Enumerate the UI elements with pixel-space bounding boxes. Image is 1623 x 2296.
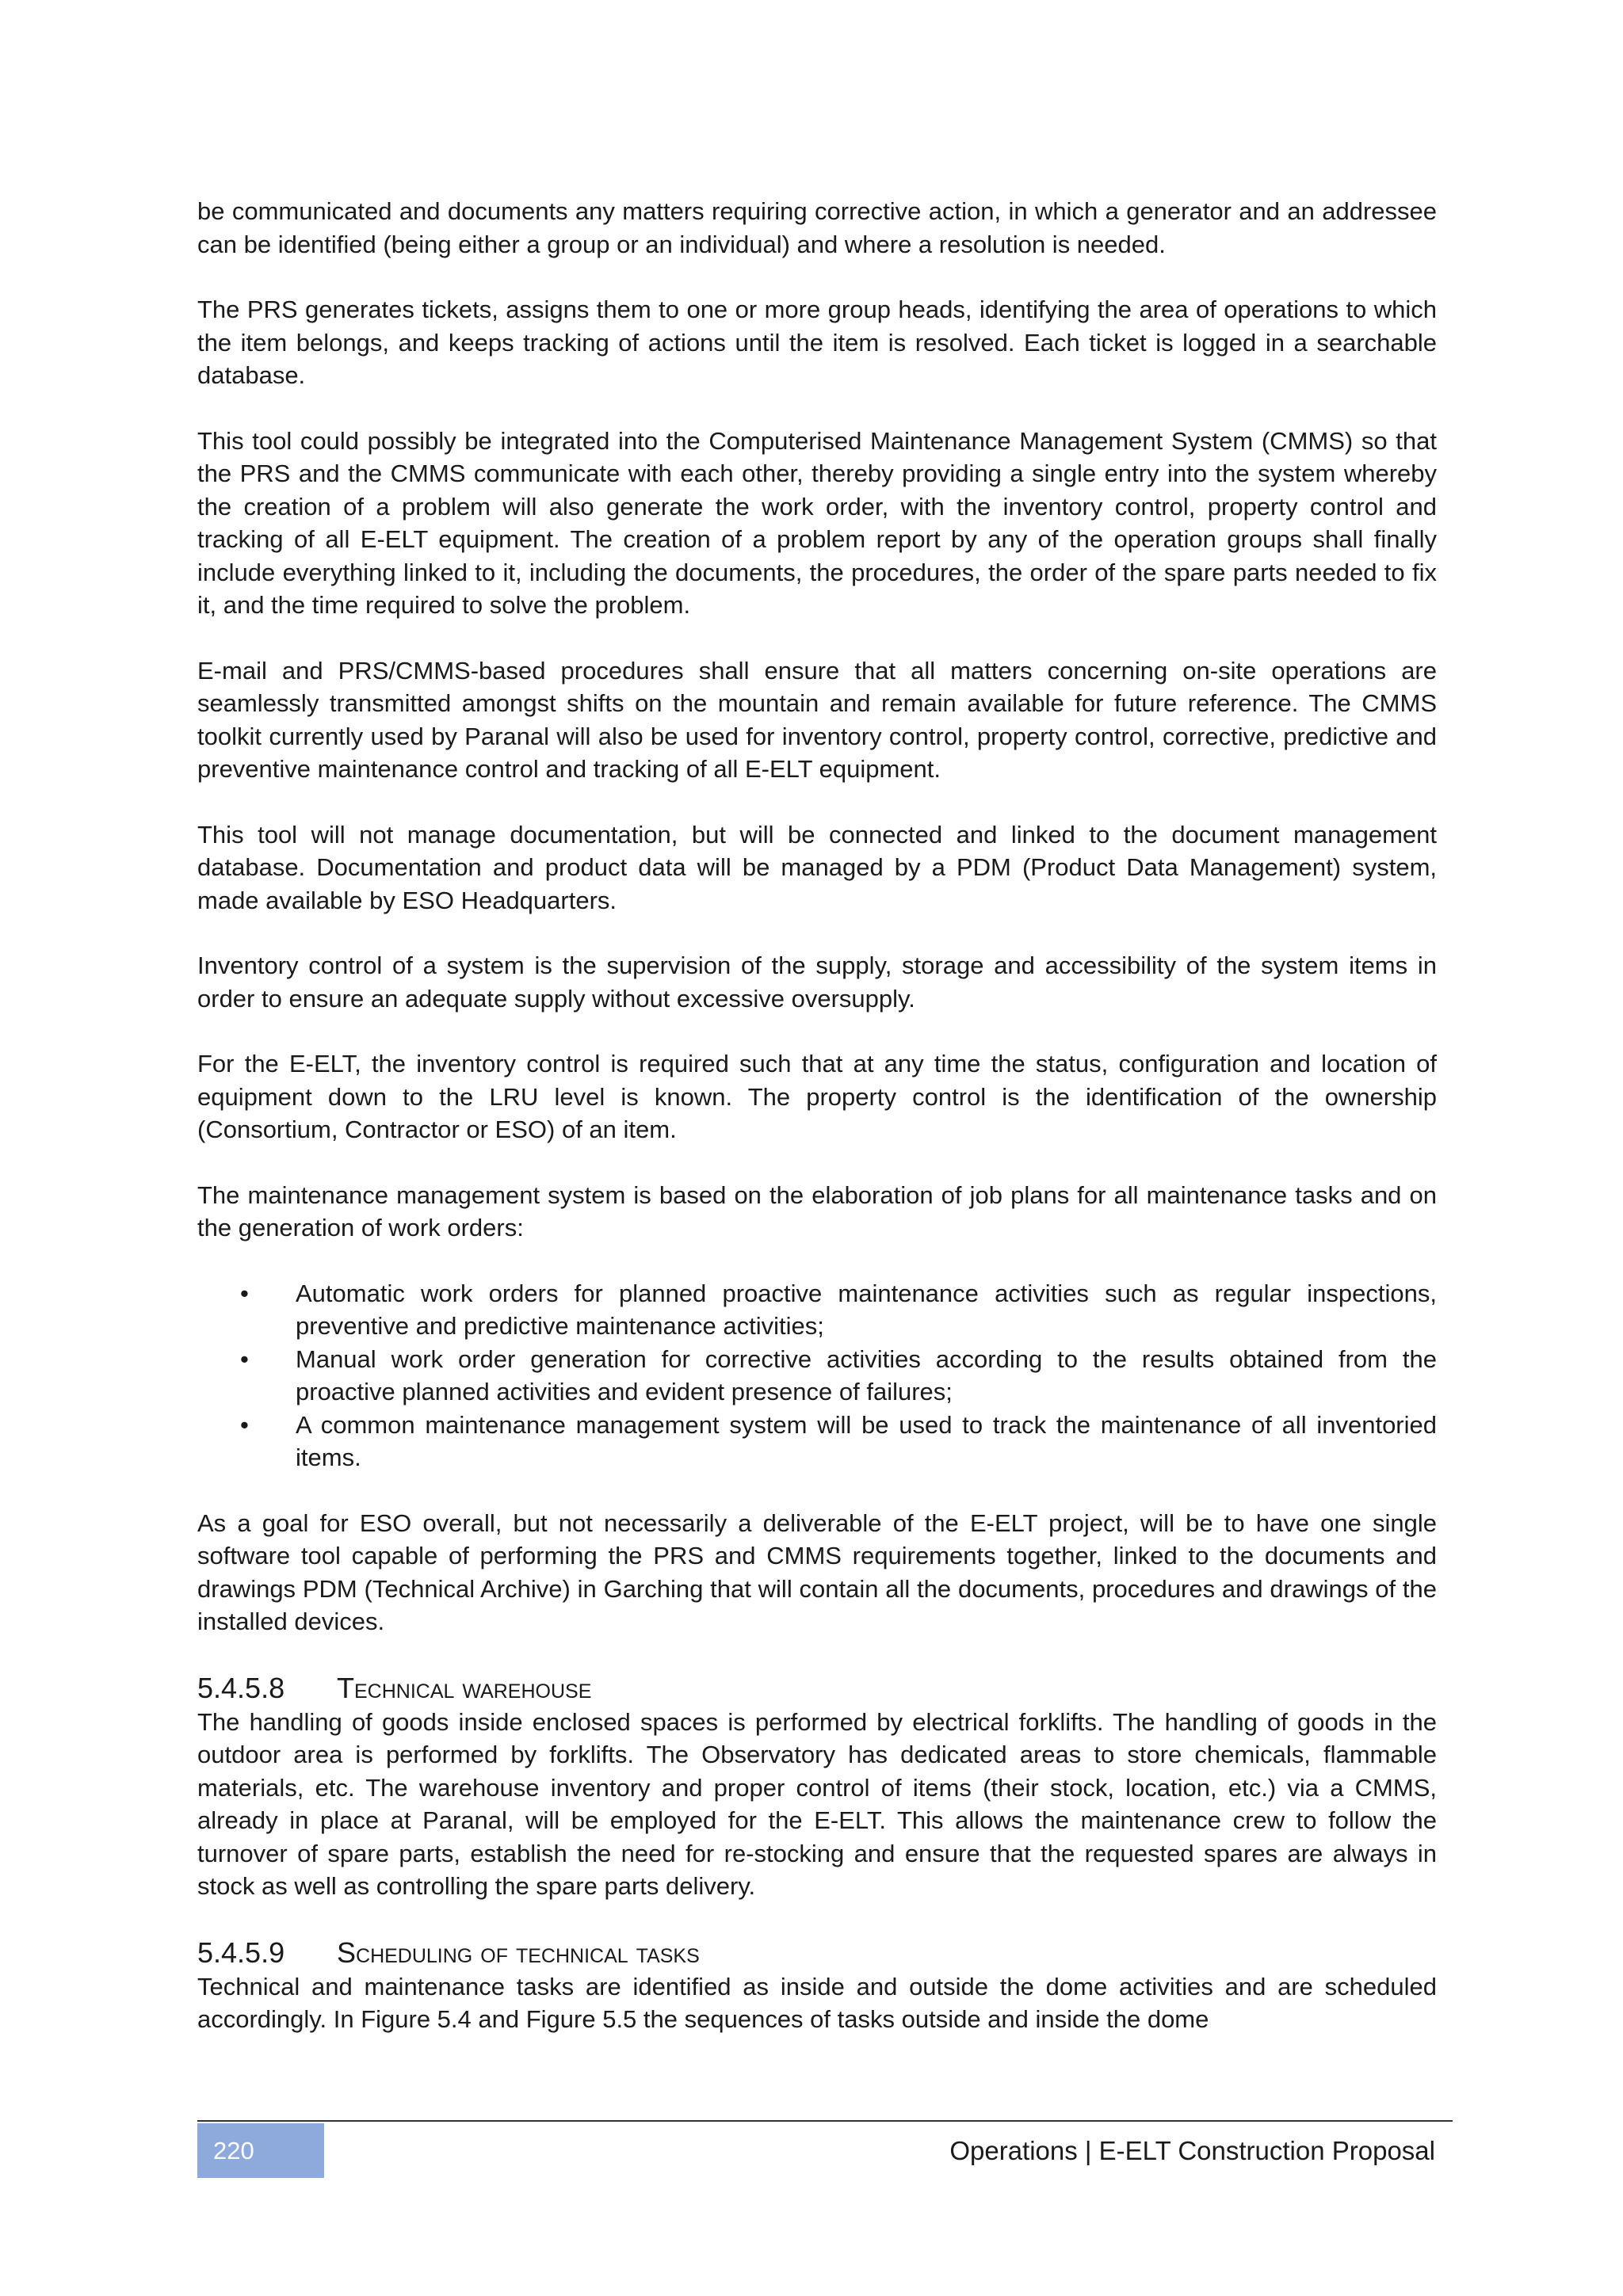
section-number: 5.4.5.9 [197, 1936, 285, 1969]
page-body [197, 195, 1437, 2069]
page-number: 220 [197, 2123, 324, 2178]
paragraph-inventory-control: Inventory control of a system is the supervision of the supply, storage and accessibility of the system items in order to ensure an adequate supply without excessive oversupply. [197, 952, 1437, 1013]
paragraph-resolution: be communicated and documents any matters requiring corrective action, in which a generator and an addressee can be identified (being either a group or an individual) and where a resolution is needed. [197, 197, 1437, 258]
list-item-text: A common maintenance management system will be used to track the maintenance of all inventoried items. [296, 1410, 1437, 1471]
footer-divider [197, 2120, 1453, 2122]
footer-title: Operations | E-ELT Construction Proposal [949, 2136, 1435, 2165]
paragraph-cmms-integration: This tool could possibly be integrated into the Computerised Maintenance Management System (CMMS) so that the PRS and the CMMS communicate with each other, thereby providing a single entry into the system whereby the creation of a problem will also generate the work order, with the inventory control, property control and tracking of all E-ELT equipment. The creation of a problem report by any of the operation groups shall finally include everything linked to it, including the documents, the procedures, the order of the spare parts needed to fix it, and the time required to solve the problem. [197, 426, 1437, 619]
list-item [240, 1343, 1437, 1409]
bullet-icon: • [240, 1279, 249, 1307]
work-order-list [197, 1277, 1437, 1474]
paragraph-prs-tickets: The PRS generates tickets, assigns them to one or more group heads, identifying the area of operations to which the item belongs, and keeps tracking of actions until the item is resolved. Each ticket is logged in a searchable database. [197, 296, 1437, 389]
paragraph-property-control: For the E-ELT, the inventory control is required such that at any time the status, configuration and location of equipment down to the LRU level is known. The property control is the identification of the ownership (Consortium, Contractor or ESO) of an item. [197, 1050, 1437, 1143]
section-title: Technical warehouse [337, 1671, 592, 1704]
paragraph-documentation: This tool will not manage documentation, but will be connected and linked to the document management database. Documentation and product data will be managed by a PDM (Product Data Management) system, made available by ESO Headquarters. [197, 820, 1437, 914]
section-heading-scheduling [197, 1936, 1437, 1970]
list-item-text: Manual work order generation for corrective activities according to the results obtained from the proactive planned activities and evident presence of failures; [296, 1344, 1437, 1405]
paragraph-email-procedures: E-mail and PRS/CMMS-based procedures shall ensure that all matters concerning on-site operations are seamlessly transmitted amongst shifts on the mountain and remain available for future reference. The CMMS toolkit currently used by Paranal will also be used for inventory control, property control, corrective, predictive and preventive maintenance control and tracking of all E-ELT equipment. [197, 656, 1437, 783]
paragraph-maintenance-system: The maintenance management system is based on the elaboration of job plans for all maintenance tasks and on the generation of work orders: [197, 1180, 1437, 1241]
list-item-text: Automatic work orders for planned proactive maintenance activities such as regular inspections, preventive and predictive maintenance activities; [296, 1279, 1437, 1340]
section-number: 5.4.5.8 [197, 1671, 285, 1704]
list-item [240, 1277, 1437, 1343]
paragraph-warehouse: The handling of goods inside enclosed spaces is performed by electrical forklifts. The handling of goods in the outdoor area is performed by forklifts. The Observatory has dedicated areas to store chemicals, flammable materials, etc. The warehouse inventory and proper control of items (their stock, location, etc.) via a CMMS, already in place at Paranal, will be employed for the E-ELT. This allows the maintenance crew to follow the turnover of spare parts, establish the need for re-stocking and ensure that the requested spares are always in stock as well as controlling the spare parts delivery. [197, 1707, 1437, 1900]
section-heading-warehouse [197, 1671, 1437, 1706]
section-title: Scheduling of technical tasks [337, 1936, 700, 1969]
paragraph-eso-goal: As a goal for ESO overall, but not necessarily a deliverable of the E-ELT project, will be to have one single software tool capable of performing the PRS and CMMS requirements together, linked to the documents and drawings PDM (Technical Archive) in Garching that will contain all the documents, procedures and drawings of the installed devices. [197, 1508, 1437, 1635]
bullet-icon: • [240, 1410, 249, 1439]
paragraph-scheduling: Technical and maintenance tasks are identified as inside and outside the dome activities and are scheduled accordingly. In Figure 5.4 and Figure 5.5 the sequences of tasks outside and inside the dome [197, 1972, 1437, 2033]
list-item [240, 1409, 1437, 1474]
bullet-icon: • [240, 1344, 249, 1373]
